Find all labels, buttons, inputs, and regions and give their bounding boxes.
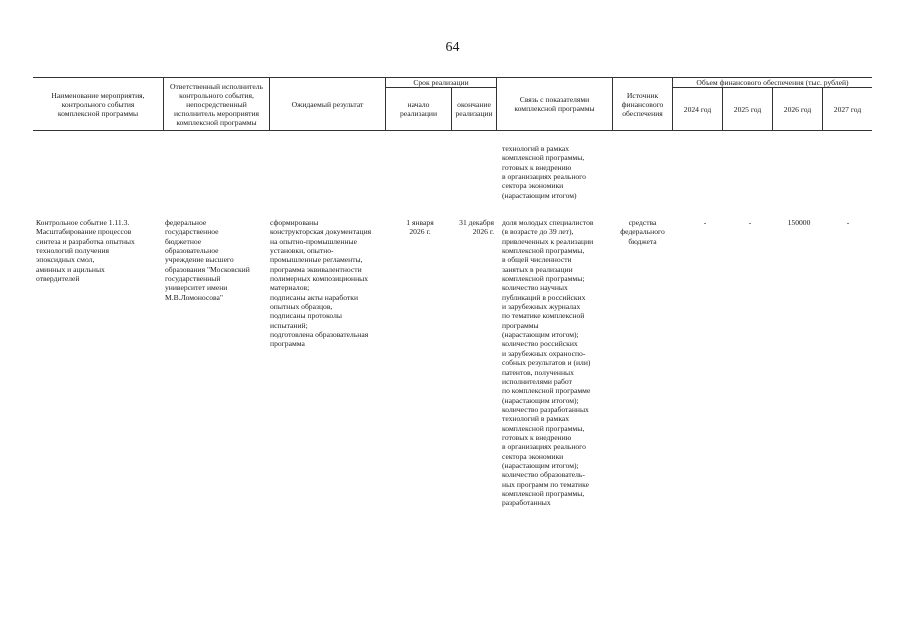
header-link: Связь с показателями комплексной программы: [514, 95, 595, 113]
header-year-2024: 2024 год: [683, 104, 712, 114]
header-year-2027: 2027 год: [833, 104, 862, 114]
value-2025: -: [748, 218, 752, 227]
end-date-cell: 31 декабря 2026 г.: [459, 218, 494, 237]
header-result: Ожидаемый результат: [291, 99, 364, 109]
value-2026: 150000: [787, 218, 811, 227]
header-bottom-border: [33, 130, 872, 131]
continuation-link-text: технологий в рамках комплексной программы, готовых к внедрению в организациях реального сектора экономики (нарастающим итогом): [502, 144, 586, 200]
start-date-cell: 1 января 2026 г.: [406, 218, 434, 237]
header-finance-group: Объем финансового обеспечения (тыс. рублей): [696, 78, 849, 87]
value-2024: -: [703, 218, 707, 227]
header-event: Наименование мероприятия, контрольного события комплексной программы: [51, 90, 145, 118]
header-responsible: Ответственный исполнитель контрольного события, непосредственный исполнитель мероприятия комплексной программы: [170, 81, 263, 127]
header-year-2026: 2026 год: [783, 104, 812, 114]
header-end: окончание реализации: [455, 100, 493, 118]
header-year-2025: 2025 год: [733, 104, 762, 114]
value-2027: -: [846, 218, 850, 227]
responsible-cell: федеральное государственное бюджетное образовательное учреждение высшего образования "Московский государственный университет имени М.В.Ломоносова": [165, 218, 250, 302]
link-indicators-cell: доля молодых специалистов (в возрасте до 39 лет), привлеченных к реализации комплексной программы, в общей численности занятых в реализации комплексной программы; количество научных публикаций в российских и зарубежных журналах по тематике комплексной программы (нарастающим итогом); количество российских и зарубежных охраноспо- собных результатов и (или) патентов, полученных исполнителями работ по комплексной программе (нарастающим итогом); количество разработанных технологий в рамках комплексной программы, готовых к внедрению в организациях реального сектора экономики (нарастающим итогом); количество образователь- ных программ по тематике комплексной программы, разработанных: [502, 218, 594, 508]
event-cell: Контрольное событие 1.11.3. Масштабирование процессов синтеза и разработка опытных технологий получения эпоксидных смол, аминных и ацильных отвердителей: [36, 218, 135, 284]
result-cell: сформированы конструкторская документация на опытно-промышленные установки, опытно- промышленные регламенты, программа эквивалентности полимерных композиционных материалов; подписаны акты наработки опытных образцов, подписаны протоколы испытаний; подготовлена образовательная программа: [270, 218, 372, 349]
page-number: 64: [445, 40, 460, 55]
header-source: Источник финансового обеспечения: [621, 90, 664, 118]
funding-source-cell: средства федерального бюджета: [620, 218, 665, 246]
header-start: начало реализации: [399, 100, 438, 118]
header-period-group: Срок реализации: [413, 78, 469, 87]
